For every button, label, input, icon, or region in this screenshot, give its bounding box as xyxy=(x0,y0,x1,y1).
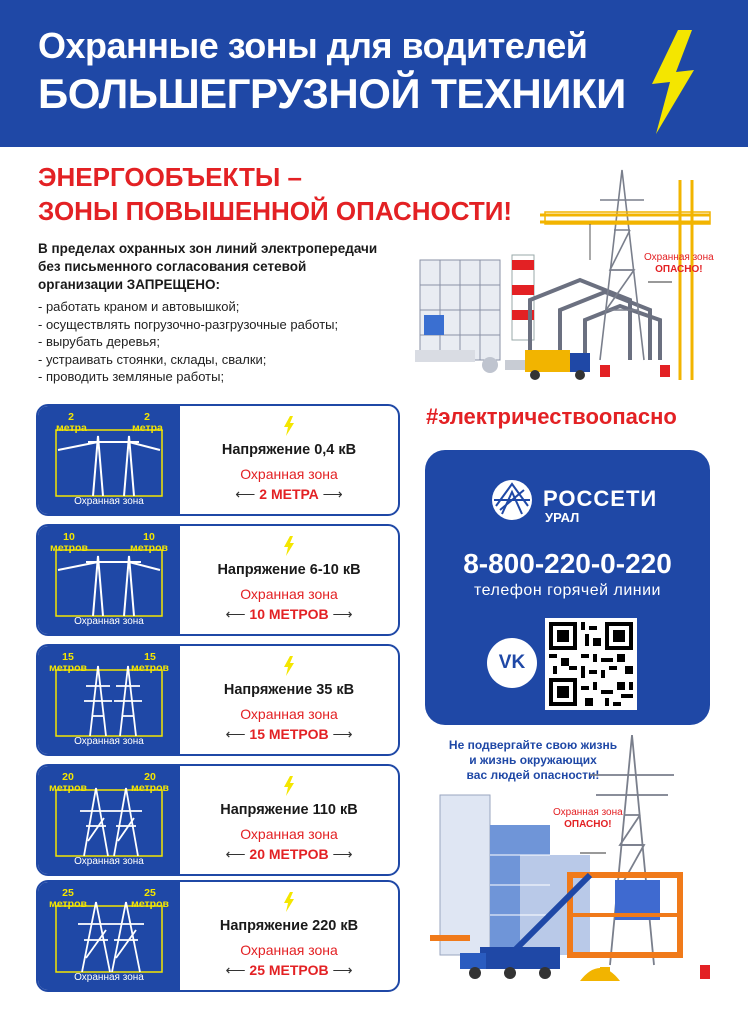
voltage-card-35kv xyxy=(36,644,400,756)
small-bolt-icon xyxy=(283,776,295,796)
voltage-label: Напряжение 35 кВ xyxy=(223,682,355,698)
prohibition-item: - осуществлять погрузочно-разгрузочные работы; xyxy=(38,316,339,332)
zone-label: Охранная зона xyxy=(240,466,338,482)
zone-label: Охранная зона xyxy=(240,826,338,842)
intro-line-1: В пределах охранных зон линий электропередачи xyxy=(38,241,378,256)
voltage-label: Напряжение 6-10 кВ xyxy=(217,562,361,578)
small-bolt-icon xyxy=(283,536,295,556)
voltage-label: Напряжение 0,4 кВ xyxy=(221,442,357,458)
power-line-diagram: 25 метров 25 метров Охранная зона xyxy=(38,882,180,990)
hotline-caption: телефон горячей линии xyxy=(474,582,661,599)
small-bolt-icon xyxy=(283,656,295,676)
diagram-zone-label: Охранная зона xyxy=(74,736,144,747)
danger-heading-line-1: ЭНЕРГООБЪЕКТЫ – xyxy=(38,162,302,192)
hotline-phone[interactable]: 8-800-220-0-220 xyxy=(463,548,672,579)
prohibition-item: - вырубать деревья; xyxy=(38,334,160,349)
brand-subtitle: УРАЛ xyxy=(545,510,580,525)
title-line-1: Охранные зоны для водителей xyxy=(38,25,588,66)
title-line-2: БОЛЬШЕГРУЗНОЙ ТЕХНИКИ xyxy=(38,70,626,117)
qr-code-icon[interactable] xyxy=(545,618,637,710)
construction-site-illustration xyxy=(410,160,740,390)
zone-label-bottom: Охранная зона ОПАСНО! xyxy=(553,807,623,830)
building-site-illustration xyxy=(420,735,740,995)
zone-label: Охранная зона xyxy=(240,586,338,602)
power-line-diagram: 20 метров 20 метров Охранная зона xyxy=(38,766,180,874)
zone-distance: ⟵ 2 МЕТРА ⟶ xyxy=(235,486,343,502)
rosseti-logo-icon xyxy=(490,478,534,522)
vk-icon[interactable]: VK xyxy=(487,638,537,688)
qr-code-pattern xyxy=(545,618,637,710)
zone-distance: ⟵ 10 МЕТРОВ ⟶ xyxy=(225,606,353,622)
power-line-diagram: 10 метров 10 метров Охранная зона xyxy=(38,526,180,634)
diagram-zone-label: Охранная зона xyxy=(74,856,144,867)
zone-distance: ⟵ 25 МЕТРОВ ⟶ xyxy=(225,962,353,978)
prohibitions-list xyxy=(38,298,338,386)
header-banner xyxy=(0,0,748,147)
intro-line-3: организации ЗАПРЕЩЕНО: xyxy=(38,277,221,292)
zone-distance: ⟵ 20 МЕТРОВ ⟶ xyxy=(225,846,353,862)
small-bolt-icon xyxy=(283,416,295,436)
intro-text xyxy=(38,240,418,294)
prohibition-item: - устраивать стоянки, склады, свалки; xyxy=(38,351,267,367)
diagram-zone-label: Охранная зона xyxy=(74,496,144,507)
voltage-label: Напряжение 220 кВ xyxy=(219,918,359,934)
crane-building-scene-icon xyxy=(420,735,740,995)
power-line-diagram: 2 метра 2 метра Охранная зона xyxy=(38,406,180,514)
diagram-zone-label: Охранная зона xyxy=(74,616,144,627)
zone-distance: ⟵ 15 МЕТРОВ ⟶ xyxy=(225,726,353,742)
bottom-warning: Не подвергайте свою жизнь и жизнь окружающих вас людей опасности! xyxy=(448,738,618,782)
power-line-diagram: 15 метров 15 метров Охранная зона xyxy=(38,646,180,754)
small-bolt-icon xyxy=(283,892,295,912)
zone-label: Охранная зона xyxy=(240,942,338,958)
danger-heading-line-2: ЗОНЫ ПОВЫШЕННОЙ ОПАСНОСТИ! xyxy=(38,196,513,226)
zone-label-top: Охранная зона ОПАСНО! xyxy=(644,252,714,275)
contact-panel xyxy=(425,450,710,725)
intro-line-2: без письменного согласования сетевой xyxy=(38,259,307,274)
brand-name: РОССЕТИ xyxy=(543,486,658,511)
voltage-card-110kv xyxy=(36,764,400,876)
hashtag[interactable]: #электричествоопасно xyxy=(426,404,677,429)
diagram-zone-label: Охранная зона xyxy=(74,972,144,983)
voltage-card-6-10kv xyxy=(36,524,400,636)
voltage-label: Напряжение 110 кВ xyxy=(220,802,358,818)
zone-label: Охранная зона xyxy=(240,706,338,722)
prohibition-item: - работать краном и автовышкой; xyxy=(38,299,240,314)
lightning-bolt-icon xyxy=(648,30,698,134)
voltage-card-0-4kv xyxy=(36,404,400,516)
prohibition-item: - проводить земляные работы; xyxy=(38,369,225,384)
page-title xyxy=(38,22,626,118)
voltage-card-220kv xyxy=(36,880,400,992)
